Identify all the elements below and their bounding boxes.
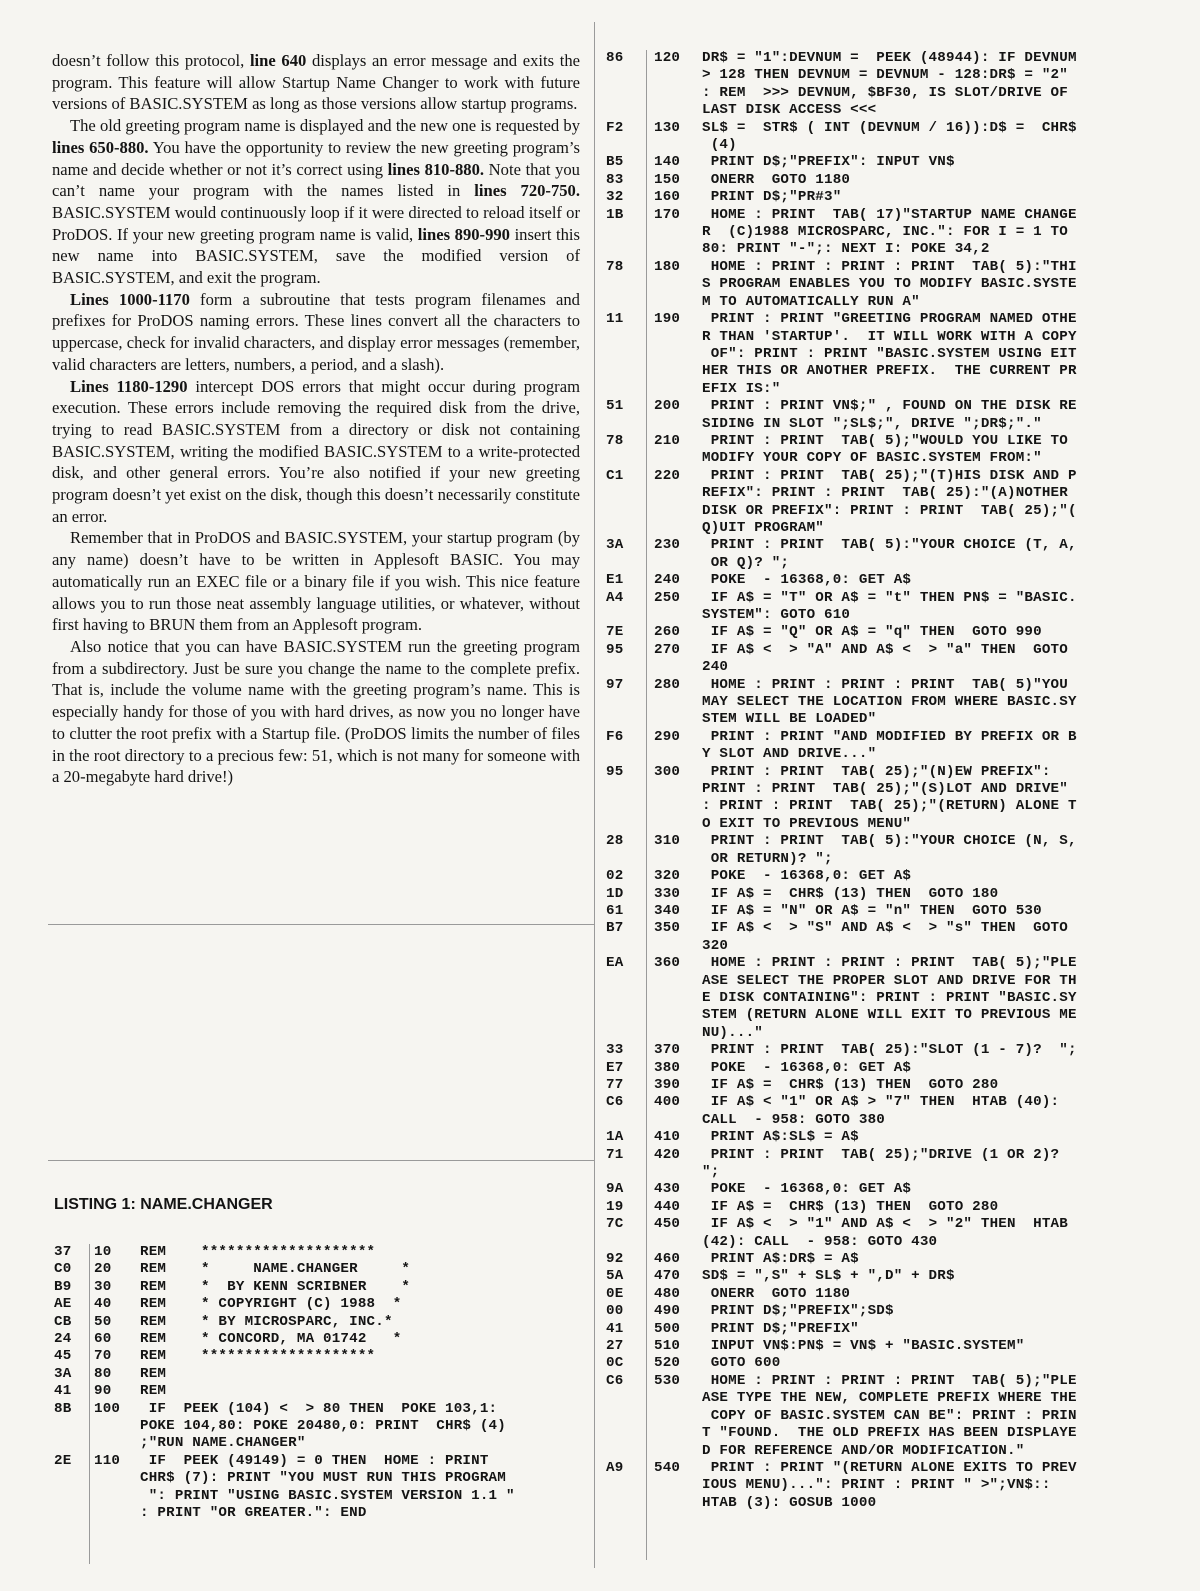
line-number: 30 (94, 1278, 112, 1295)
line-reference: line 640 (249, 51, 307, 70)
code-line (606, 1373, 1160, 1460)
line-number: 280 (654, 676, 681, 693)
line-number: 430 (654, 1181, 681, 1198)
checksum: AE (54, 1296, 72, 1313)
code-line (606, 868, 1160, 885)
statement: HOME : PRINT : PRINT : PRINT TAB( 5)"YOU MAY SELECT THE LOCATION FROM WHERE BASIC.SY STEM WILL BE LOADED" (702, 676, 1077, 728)
line-number: 350 (654, 920, 681, 937)
statement: POKE - 16368,0: GET A$ (702, 572, 912, 589)
line-number: 290 (654, 728, 681, 745)
checksum: 1D (606, 885, 624, 902)
code-line (606, 1077, 1160, 1094)
checksum: 32 (606, 189, 624, 206)
line-reference: lines 810-880. (387, 159, 485, 179)
code-line (606, 311, 1160, 398)
statement: PRINT : PRINT "(RETURN ALONE EXITS TO PREV IOUS MENU)...": PRINT : PRINT " >";VN$:: HTAB (3): GOSUB 1000 (702, 1459, 1077, 1511)
line-number: 220 (654, 467, 681, 484)
code-line (606, 886, 1160, 903)
code-line (606, 1129, 1160, 1146)
code-line (606, 1338, 1160, 1355)
statement: REM * COPYRIGHT (C) 1988 * (140, 1296, 402, 1313)
checksum: 00 (606, 1303, 624, 1320)
line-number: 210 (654, 432, 681, 449)
line-number: 170 (654, 206, 681, 223)
statement: ONERR GOTO 1180 (702, 171, 851, 188)
checksum: A9 (606, 1459, 624, 1476)
statement: IF A$ = "Q" OR A$ = "q" THEN GOTO 990 (702, 624, 1042, 641)
statement: IF A$ < > "S" AND A$ < > "s" THEN GOTO 320 (702, 920, 1068, 954)
statement: PRINT : PRINT TAB( 25):"SLOT (1 - 7)? "; (702, 1042, 1077, 1059)
line-number: 250 (654, 589, 681, 606)
article-paragraph (52, 50, 580, 115)
line-reference: lines 890-990 (417, 224, 510, 244)
code-line (606, 642, 1160, 677)
line-number: 400 (654, 1094, 681, 1111)
article-paragraph (52, 527, 580, 636)
statement: PRINT D$;"PREFIX": INPUT VN$ (702, 154, 955, 171)
code-line (606, 172, 1160, 189)
checksum: B9 (54, 1278, 72, 1295)
checksum: 5A (606, 1268, 624, 1285)
line-number: 310 (654, 833, 681, 850)
code-line (606, 120, 1160, 155)
listing-top-rule (48, 1160, 594, 1161)
line-number: 90 (94, 1383, 112, 1400)
line-number: 160 (654, 189, 681, 206)
line-number: 480 (654, 1285, 681, 1302)
statement: POKE - 16368,0: GET A$ (702, 1059, 912, 1076)
line-number: 500 (654, 1320, 681, 1337)
line-number: 490 (654, 1303, 681, 1320)
line-number: 120 (654, 50, 681, 66)
code-line (606, 1460, 1160, 1512)
statement: HOME : PRINT : PRINT : PRINT TAB( 5);"PLE ASE TYPE THE NEW, COMPLETE PREFIX WHERE THE COPY OF BASIC.SYSTEM CAN BE": PRINT : PRIN T "FOUND. THE OLD PREFIX HAS BEEN DISPLAYE D FOR REFERENCE AND/OR MODIFICATION." (702, 1372, 1077, 1459)
statement: IF A$ < > "A" AND A$ < > "a" THEN GOTO 240 (702, 641, 1068, 676)
line-number: 380 (654, 1059, 681, 1076)
code-line (606, 624, 1160, 641)
line-number: 50 (94, 1313, 112, 1330)
line-number: 100 (94, 1400, 121, 1417)
code-listing-right (606, 50, 1160, 1512)
code-line (606, 207, 1160, 259)
code-line (606, 1094, 1160, 1129)
checksum: B5 (606, 154, 624, 171)
statement: REM * BY KENN SCRIBNER * (140, 1278, 411, 1295)
code-line (54, 1348, 586, 1365)
article-paragraph (52, 376, 580, 528)
line-number: 420 (654, 1146, 681, 1163)
line-number: 390 (654, 1076, 681, 1093)
statement: PRINT : PRINT "AND MODIFIED BY PREFIX OR B Y SLOT AND DRIVE..." (702, 728, 1077, 763)
statement: PRINT D$;"PREFIX" (702, 1320, 859, 1337)
code-line (606, 537, 1160, 572)
line-number: 230 (654, 537, 681, 554)
statement: IF PEEK (104) < > 80 THEN POKE 103,1: POKE 104,80: POKE 20480,0: PRINT CHR$ (4) ;"RUN NAME.CHANGER" (140, 1400, 506, 1452)
code-line (606, 833, 1160, 868)
line-number: 180 (654, 258, 681, 275)
checksum: 45 (54, 1348, 72, 1365)
checksum: 51 (606, 398, 624, 415)
code-line (606, 1199, 1160, 1216)
paragraph-text: insert this new name into BASIC.SYSTEM, save the modified version of BASIC.SYSTEM, and exit the program. (52, 224, 580, 288)
line-number: 190 (654, 311, 681, 328)
statement: PRINT : PRINT TAB( 5):"YOUR CHOICE (T, A, OR Q)? "; (710, 537, 1077, 571)
statement: IF A$ = CHR$ (13) THEN GOTO 180 (702, 885, 999, 902)
line-number: 330 (654, 885, 681, 902)
code-line (54, 1261, 586, 1278)
code-line (606, 1060, 1160, 1077)
statement: PRINT : PRINT TAB( 5);"WOULD YOU LIKE TO MODIFY YOUR COPY OF BASIC.SYSTEM FROM:" (702, 432, 1068, 467)
checksum: E1 (606, 572, 624, 589)
line-number: 540 (654, 1459, 681, 1476)
code-line (54, 1383, 586, 1400)
line-number: 340 (654, 902, 681, 919)
checksum: 83 (606, 171, 624, 188)
code-line (54, 1296, 586, 1313)
statement: IF A$ < > "1" AND A$ < > "2" THEN HTAB (42): CALL - 958: GOTO 430 (702, 1216, 1068, 1250)
checksum: 1A (606, 1129, 624, 1146)
statement: IF A$ = "N" OR A$ = "n" THEN GOTO 530 (702, 902, 1042, 919)
checksum: 02 (606, 868, 624, 885)
statement: PRINT : PRINT TAB( 25);"(T)HIS DISK AND P REFIX": PRINT : PRINT TAB( 25):"(A)NOTHER DISK OR PREFIX": PRINT : PRINT TAB( 25);"( Q)UIT PROGRAM" (702, 467, 1077, 536)
checksum: 7C (606, 1216, 624, 1233)
checksum: C6 (606, 1372, 624, 1389)
statement: REM * BY MICROSPARC, INC.* (140, 1313, 393, 1330)
line-number: 370 (654, 1042, 681, 1059)
checksum: 77 (606, 1076, 624, 1093)
statement: ONERR GOTO 1180 (702, 1285, 851, 1302)
statement: PRINT A$:DR$ = A$ (702, 1251, 859, 1268)
statement: IF A$ = CHR$ (13) THEN GOTO 280 (702, 1198, 999, 1215)
statement: PRINT : PRINT VN$;" , FOUND ON THE DISK RE SIDING IN SLOT ";SL$;", DRIVE ";DR$;"." (702, 398, 1077, 432)
statement: IF PEEK (49149) = 0 THEN HOME : PRINT CHR$ (7): PRINT "YOU MUST RUN THIS PROGRAM ": PRINT "USING BASIC.SYSTEM VERSION 1.1 " : PRINT "OR GREATER.": END (140, 1452, 515, 1522)
checksum: 95 (606, 763, 624, 780)
checksum: 24 (54, 1331, 72, 1348)
line-number: 40 (94, 1296, 112, 1313)
checksum: 2E (54, 1452, 72, 1469)
line-number: 110 (94, 1452, 121, 1469)
code-line (54, 1366, 586, 1383)
checksum: 27 (606, 1338, 624, 1355)
code-line (606, 468, 1160, 538)
statement: HOME : PRINT TAB( 17)"STARTUP NAME CHANGE R (C)1988 MICROSPARC, INC.": FOR I = 1 TO 80: PRINT "-";: NEXT I: POKE 34,2 (702, 206, 1077, 258)
code-line (606, 398, 1160, 433)
code-line (606, 433, 1160, 468)
code-line (606, 1042, 1160, 1059)
line-number: 360 (654, 955, 681, 972)
checksum: 92 (606, 1251, 624, 1268)
paragraph-text: You have the opportunity to review the new greeting program’s name and decide whether or not it’s correct using (52, 137, 580, 179)
checksum: 78 (606, 432, 624, 449)
statement: PRINT : PRINT TAB( 5):"YOUR CHOICE (N, S, OR RETURN)? "; (710, 833, 1077, 867)
checksum: 1B (606, 206, 624, 223)
code-line (606, 1321, 1160, 1338)
article-paragraph (52, 636, 580, 788)
line-number: 320 (654, 868, 681, 885)
article-paragraph (52, 289, 580, 376)
checksum: 37 (54, 1244, 72, 1260)
code-line (54, 1244, 586, 1261)
statement: PRINT A$:SL$ = A$ (702, 1129, 859, 1146)
paragraph-text: doesn’t follow this protocol, (52, 51, 250, 70)
line-number: 240 (654, 572, 681, 589)
code-line (606, 1181, 1160, 1198)
line-number: 520 (654, 1355, 681, 1372)
code-line (606, 1355, 1160, 1372)
code-line (54, 1401, 586, 1453)
code-line (54, 1453, 586, 1523)
checksum: CB (54, 1313, 72, 1330)
listing-title: LISTING 1: NAME.CHANGER (54, 1196, 273, 1213)
code-line (54, 1314, 586, 1331)
checksum: 86 (606, 50, 624, 66)
line-number: 200 (654, 398, 681, 415)
code-listing-left (54, 1244, 586, 1523)
statement: INPUT VN$:PN$ = VN$ + "BASIC.SYSTEM" (702, 1338, 1025, 1355)
column-divider (594, 22, 595, 1568)
checksum-divider-left (89, 1244, 90, 1564)
code-line (606, 1303, 1160, 1320)
checksum: C0 (54, 1261, 72, 1278)
checksum: 3A (54, 1365, 72, 1382)
code-line (54, 1331, 586, 1348)
statement: PRINT : PRINT "GREETING PROGRAM NAMED OTHE R THAN 'STARTUP'. IT WILL WORK WITH A COPY OF": PRINT : PRINT "BASIC.SYSTEM USING EIT HER THIS OR ANOTHER PREFIX. THE CURRENT PR EFIX IS:" (702, 311, 1077, 397)
checksum: EA (606, 955, 624, 972)
checksum: 0E (606, 1285, 624, 1302)
line-reference: Lines 1000-1170 (70, 289, 190, 309)
checksum: 78 (606, 258, 624, 275)
statement: POKE - 16368,0: GET A$ (702, 868, 912, 885)
code-line (606, 590, 1160, 625)
checksum: 41 (606, 1320, 624, 1337)
checksum-divider-right (646, 50, 647, 1560)
statement: IF A$ = CHR$ (13) THEN GOTO 280 (702, 1076, 999, 1093)
statement: PRINT : PRINT TAB( 25);"DRIVE (1 OR 2)? "; (702, 1146, 1060, 1180)
paragraph-text: Remember that in ProDOS and BASIC.SYSTEM, your startup program (by any name) doesn’t have to be written in Applesoft BASIC. You may automatically run an EXEC file or a binary file if you wish. This nice feature allows you to run those neat assembly language utilities, or whatever, without first having to BRUN them from an Applesoft program. (52, 528, 580, 635)
line-reference: Lines 1180-1290 (70, 376, 188, 396)
line-number: 450 (654, 1216, 681, 1233)
checksum: 33 (606, 1042, 624, 1059)
statement: REM ******************** (140, 1244, 376, 1260)
paragraph-text: Note that you can’t name your program with the names listed in (52, 159, 580, 201)
statement: REM (140, 1365, 167, 1382)
line-number: 20 (94, 1261, 112, 1278)
statement: IF A$ = "T" OR A$ = "t" THEN PN$ = "BASIC. SYSTEM": GOTO 610 (702, 589, 1077, 623)
code-line (606, 1268, 1160, 1285)
checksum: B7 (606, 920, 624, 937)
line-number: 70 (94, 1348, 112, 1365)
checksum: E7 (606, 1059, 624, 1076)
line-number: 10 (94, 1244, 112, 1260)
statement: REM (140, 1383, 167, 1400)
checksum: 8B (54, 1400, 72, 1417)
code-line (606, 154, 1160, 171)
statement: SL$ = STR$ ( INT (DEVNUM / 16)):D$ = CHR$ (4) (702, 119, 1077, 154)
code-line (606, 903, 1160, 920)
line-number: 260 (654, 624, 681, 641)
checksum: C1 (606, 467, 624, 484)
line-number: 460 (654, 1251, 681, 1268)
code-line (606, 259, 1160, 311)
article-paragraph (52, 115, 580, 289)
line-number: 80 (94, 1365, 112, 1382)
checksum: 95 (606, 641, 624, 658)
checksum: 61 (606, 902, 624, 919)
code-line (54, 1279, 586, 1296)
statement: REM * NAME.CHANGER * (140, 1261, 411, 1278)
line-number: 130 (654, 119, 681, 136)
code-line (606, 1147, 1160, 1182)
checksum: 7E (606, 624, 624, 641)
line-number: 150 (654, 171, 681, 188)
statement: REM * CONCORD, MA 01742 * (140, 1331, 402, 1348)
code-line (606, 1216, 1160, 1251)
statement: GOTO 600 (702, 1355, 781, 1372)
checksum: 9A (606, 1181, 624, 1198)
checksum: 71 (606, 1146, 624, 1163)
line-number: 270 (654, 641, 681, 658)
line-number: 300 (654, 763, 681, 780)
code-line (606, 1251, 1160, 1268)
statement: PRINT D$;"PR#3" (702, 189, 842, 206)
checksum: 0C (606, 1355, 624, 1372)
code-line (606, 1286, 1160, 1303)
paragraph-text: displays an error message and exits the program. This feature will allow Startup Name Changer to work with future versions of BASIC.SYSTEM as long as those versions allow startup programs. (52, 51, 581, 114)
line-number: 470 (654, 1268, 681, 1285)
checksum: A4 (606, 589, 624, 606)
statement: HOME : PRINT : PRINT : PRINT TAB( 5):"THI S PROGRAM ENABLES YOU TO MODIFY BASIC.SYSTE M TO AUTOMATICALLY RUN A" (702, 258, 1077, 310)
checksum: F2 (606, 119, 624, 136)
paragraph-text: Also notice that you can have BASIC.SYSTEM run the greeting program from a subdirectory. Just be sure you change the name to the complete prefix. That is, include the volume name with the greeting program’s name. This is especially handy for those of you with hard drives, as now you no longer have to clutter the root prefix with a Startup file. (ProDOS limits the number of files in the root directory to a precious few: 51, which is not many for someone with a 20-megabyte hard drive!) (52, 636, 580, 787)
article-end-rule (48, 924, 594, 925)
line-number: 530 (654, 1372, 681, 1389)
statement: HOME : PRINT : PRINT : PRINT TAB( 5);"PLE ASE SELECT THE PROPER SLOT AND DRIVE FOR TH E DISK CONTAINING": PRINT : PRINT "BASIC.SY STEM (RETURN ALONE WILL EXIT TO PREVIOUS ME NU)..." (702, 955, 1077, 1041)
code-line (606, 729, 1160, 764)
checksum: 19 (606, 1198, 624, 1215)
checksum: 28 (606, 833, 624, 850)
checksum: C6 (606, 1094, 624, 1111)
statement: POKE - 16368,0: GET A$ (702, 1181, 912, 1198)
line-number: 140 (654, 154, 681, 171)
line-number: 410 (654, 1129, 681, 1146)
paragraph-text: intercept DOS errors that might occur during program execution. These errors include removing the required disk from the drive, trying to read BASIC.SYSTEM from a directory or disk not containing BASIC.SYSTEM, writing the modified BASIC.SYSTEM to a write-protected disk, and other general errors. You’re also notified if your new greeting program doesn’t yet exist on the disk, though this doesn’t necessarily constitute an error. (52, 376, 580, 526)
line-reference: lines 720-750. (474, 181, 580, 201)
code-line (606, 572, 1160, 589)
line-number: 440 (654, 1198, 681, 1215)
paragraph-text: The old greeting program name is displayed and the new one is requested by (70, 116, 580, 136)
code-line (606, 189, 1160, 206)
line-number: 60 (94, 1331, 112, 1348)
code-line (606, 955, 1160, 1042)
checksum: 41 (54, 1383, 72, 1400)
checksum: 3A (606, 537, 624, 554)
code-line (606, 677, 1160, 729)
paragraph-text: form a subroutine that tests program filenames and prefixes for ProDOS naming errors. These lines convert all the characters to uppercase, check for invalid characters, and display error messages (remember, valid characters are letters, numbers, a period, and a slash). (52, 289, 580, 374)
code-line (606, 764, 1160, 834)
statement: PRINT D$;"PREFIX";SD$ (702, 1303, 894, 1320)
code-line (606, 920, 1160, 955)
checksum: F6 (606, 728, 624, 745)
line-number: 510 (654, 1338, 681, 1355)
paragraph-text: BASIC.SYSTEM would continuously loop if it were directed to reload itself or ProDOS. If your new greeting program name is valid, (52, 202, 580, 244)
article-text (52, 50, 580, 788)
statement: PRINT : PRINT TAB( 25);"(N)EW PREFIX": PRINT : PRINT TAB( 25);"(S)LOT AND DRIVE" : PRINT : PRINT TAB( 25);"(RETURN) ALONE T O EXIT TO PREVIOUS MENU" (702, 763, 1077, 832)
statement: IF A$ < "1" OR A$ > "7" THEN HTAB (40): CALL - 958: GOTO 380 (702, 1094, 1060, 1128)
checksum: 11 (606, 311, 624, 328)
checksum: 97 (606, 676, 624, 693)
statement: SD$ = ",S" + SL$ + ",D" + DR$ (702, 1268, 955, 1285)
statement: REM ******************** (140, 1348, 376, 1365)
code-line (606, 50, 1160, 120)
line-reference: lines 650-880. (52, 137, 149, 157)
statement: DR$ = "1":DEVNUM = PEEK (48944): IF DEVNUM > 128 THEN DEVNUM = DEVNUM - 128:DR$ = "2" : REM >>> DEVNUM, $BF30, IS SLOT/DRIVE OF LAST DISK ACCESS <<< (702, 50, 1077, 119)
